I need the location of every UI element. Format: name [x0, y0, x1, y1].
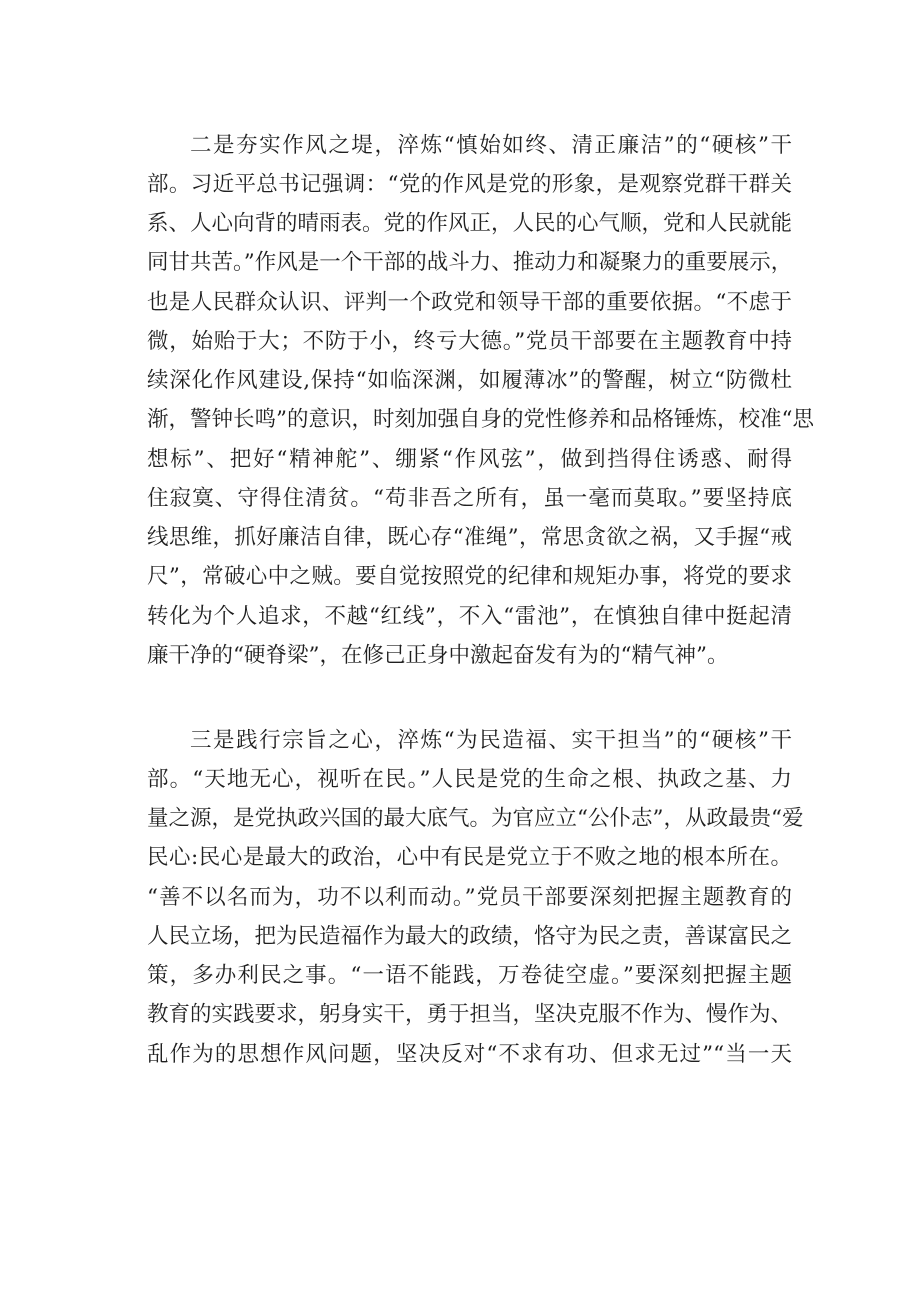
text-line: 也是人民群众认识、评判一个政党和领导干部的重要依据。“不虑于 — [147, 290, 792, 315]
text-line: 部。“天地无心，视听在民。”人民是党的生命之根、执政之基、力 — [147, 767, 792, 792]
text-line: 部。习近平总书记强调：“党的作风是党的形象，是观察党群干群关 — [147, 172, 792, 197]
text-line: 量之源，是党执政兴国的最大底气。为官应立“公仆志”，从政最贵“爱 — [147, 806, 804, 831]
text-line: 住寂寞、守得住清贫。“苟非吾之所有，虽一毫而莫取。”要坚持底 — [147, 486, 792, 511]
text-line: 教育的实践要求，躬身实干，勇于担当，坚决克服不作为、慢作为、 — [147, 1002, 793, 1027]
text-line: 廉干净的“硬脊梁”，在修己正身中激起奋发有为的“精气神”。 — [147, 643, 729, 668]
text-line: 系、人心向背的晴雨表。党的作风正，人民的心气顺，党和人民就能 — [147, 211, 793, 236]
text-line: 同甘共苦。”作风是一个干部的战斗力、推动力和凝聚力的重要展示， — [147, 250, 793, 275]
text-line: 人民立场，把为民造福作为最大的政绩，恪守为民之责，善谋富民之 — [147, 924, 793, 949]
text-line: 微，始贻于大；不防于小，终亏大德。”党员干部要在主题教育中持 — [147, 329, 792, 354]
text-line: 想标”、把好“精神舵”、绷紧“作风弦”，做到挡得住诱惑、耐得 — [147, 447, 792, 472]
text-line: 续深化作风建设,保持“如临深渊，如履薄冰”的警醒，树立“防微杜 — [147, 368, 792, 393]
text-line: 三是践行宗旨之心，淬炼“为民造福、实干担当”的“硬核”干 — [190, 728, 792, 753]
text-line: 策，多办利民之事。“一语不能践，万卷徒空虚。”要深刻把握主题 — [147, 963, 792, 988]
text-line: 民心:民心是最大的政治，心中有民是党立于不败之地的根本所在。 — [147, 845, 792, 870]
text-line: 转化为个人追求，不越“红线”，不入“雷池”，在慎独自律中挺起清 — [147, 604, 792, 629]
text-line: “善不以名而为，功不以利而动。”党员干部要深刻把握主题教育的 — [147, 885, 792, 910]
text-line: 乱作为的思想作风问题，坚决反对“不求有功、但求无过”“当一天 — [147, 1042, 792, 1067]
text-line: 尺”，常破心中之贼。要自觉按照党的纪律和规矩办事，将党的要求 — [147, 564, 792, 589]
text-line: 二是夯实作风之堤，淬炼“慎始如终、清正廉洁”的“硬核”干 — [190, 133, 792, 158]
text-line: 渐，警钟长鸣”的意识，时刻加强自身的党性修养和品格锤炼，校准“思 — [147, 407, 814, 432]
text-line: 线思维，抓好廉洁自律，既心存“准绳”，常思贪欲之祸，又手握“戒 — [147, 525, 792, 550]
